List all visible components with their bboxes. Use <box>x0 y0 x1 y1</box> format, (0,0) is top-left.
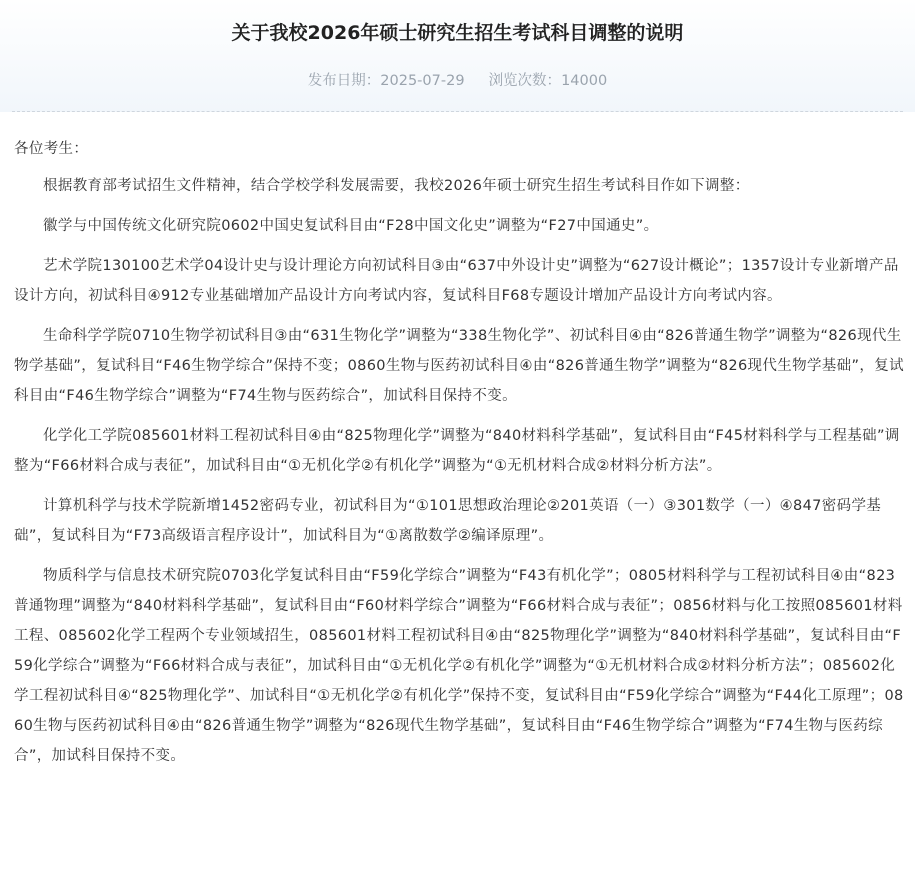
paragraph-life-science: 生命科学学院0710生物学初试科目③由“631生物化学”调整为“338生物化学”、初试科目④由“826普通生物学”调整为“826现代生物学基础”，复试科目“F46生物学综合”保持不变；0860生物与医药初试科目④由“826普通生物学”调整为“826现代生物学基础”，复试科目由“F46生物学综合”调整为“F74生物与医药综合”，加试科目保持不变。 <box>14 328 904 404</box>
publish-date: 2025-07-29 <box>380 73 465 89</box>
article-title: 关于我校2026年硕士研究生招生考试科目调整的说明 <box>231 22 684 44</box>
view-count-label: 浏览次数： <box>488 73 562 89</box>
paragraph-materials-science: 物质科学与信息技术研究院0703化学复试科目由“F59化学综合”调整为“F43有机化学”；0805材料科学与工程初试科目④由“823普通物理”调整为“840材料科学基础”，复试科目由“F60材料学综合”调整为“F66材料合成与表征”；0856材料与化工按照085601材料工程、085602化学工程两个专业领域招生，085601材料工程初试科目④由“825物理化学”调整为“840材料科学基础”，复试科目由“F59化学综合”调整为“F66材料合成与表征”，加试科目由“①无机化学②有机化学”调整为“①无机材料合成②材料分析方法”；085602化学工程初试科目④“825物理化学”、加试科目“①无机化学②有机化学”保持不变，复试科目由“F59化学综合”调整为“F44化工原理”；0860生物与医药初试科目④由“826普通生物学”调整为“826现代生物学基础”，复试科目由“F46生物学综合”调整为“F74生物与医药综合”，加试科目保持不变。 <box>14 568 904 764</box>
header-divider <box>12 111 903 112</box>
view-count: 14000 <box>561 73 608 89</box>
paragraph-intro: 根据教育部考试招生文件精神，结合学校学科发展需要，我校2026年硕士研究生招生考试科目作如下调整： <box>43 178 750 194</box>
article-header <box>0 0 915 112</box>
article-body <box>14 134 904 781</box>
publish-date-label: 发布日期： <box>307 73 381 89</box>
article-meta <box>0 70 915 92</box>
paragraph-huixue: 徽学与中国传统文化研究院0602中国史复试科目由“F28中国文化史”调整为“F27中国通史”。 <box>43 218 659 234</box>
paragraph-art: 艺术学院130100艺术学04设计史与设计理论方向初试科目③由“637中外设计史”调整为“627设计概论”；1357设计专业新增产品设计方向，初试科目④912专业基础增加产品设计方向考试内容，复试科目F68专题设计增加产品设计方向考试内容。 <box>14 258 899 304</box>
greeting: 各位考生： <box>14 141 89 157</box>
paragraph-computer-science: 计算机科学与技术学院新增1452密码专业，初试科目为“①101思想政治理论②201英语（一）③301数学（一）④847密码学基础”，复试科目为“F73高级语言程序设计”，加试科目为“①离散数学②编译原理”。 <box>14 498 882 544</box>
paragraph-chemistry: 化学化工学院085601材料工程初试科目④由“825物理化学”调整为“840材料科学基础”，复试科目由“F45材料科学与工程基础”调整为“F66材料合成与表征”，加试科目由“①无机化学②有机化学”调整为“①无机材料合成②材料分析方法”。 <box>14 428 900 474</box>
